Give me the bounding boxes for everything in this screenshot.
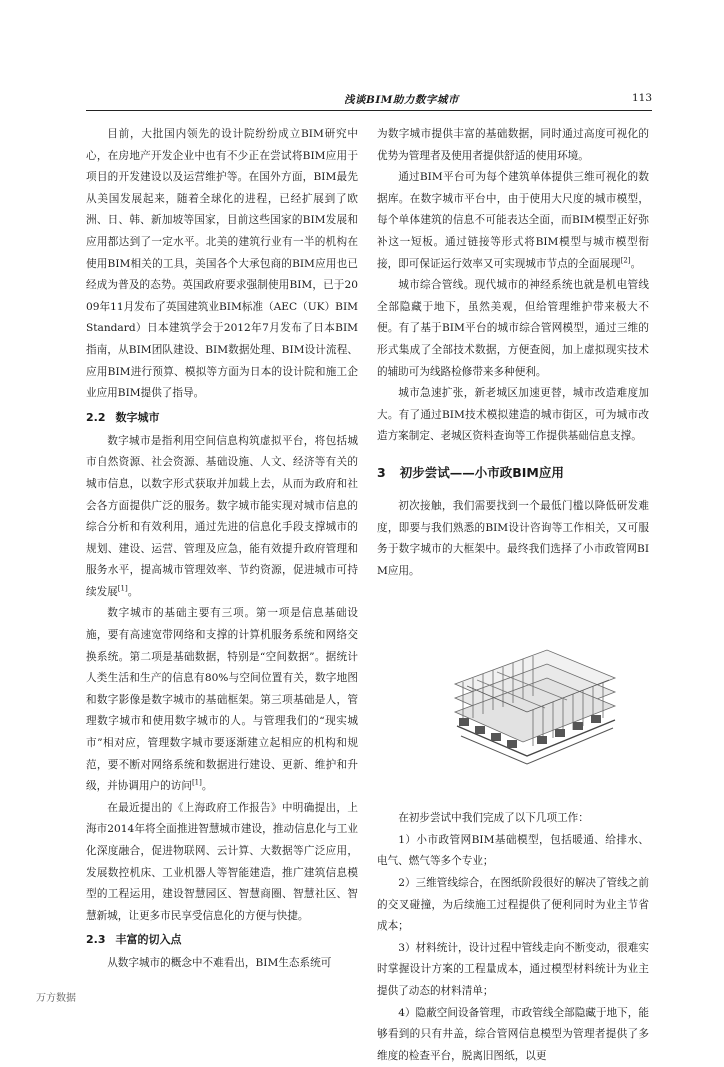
citation: [1] bbox=[191, 778, 202, 787]
paragraph-text: 通过BIM平台可为每个建筑单体提供三维可视化的数据库。在数字城市平台中，由于使用大尺度的城市模型，每个单体建筑的信息不可能表达全面，而BIM模型正好弥补这一短板。通过链接等形式将BIM模型与城市模型衔接，即可保证运行效率又可实现城市节点的全面展现 bbox=[377, 171, 649, 270]
paragraph: 在初步尝试中我们完成了以下几项工作： bbox=[398, 812, 589, 825]
paragraph-end: 。 bbox=[630, 257, 642, 270]
pipe-network-model-image bbox=[377, 586, 649, 806]
list-item: 1）小市政管网BIM基础模型，包括暖通、给排水、电气、燃气等多个专业； bbox=[377, 833, 649, 868]
paragraph: 初次接触，我们需要找到一个最低门槛以降低研发难度，即要与我们熟悉的BIM设计咨询等工作相关，又可服务于数字城市的大框架中。最终我们选择了小市政管网BIM应用。 bbox=[377, 499, 649, 577]
paragraph: 在最近提出的《上海政府工作报告》中明确提出，上海市2014年将全面推进智慧城市建设，推动信息化与工业化深度融合，促进物联网、云计算、大数据等广泛应用，发展数控机床、工业机器人等智能建造，推广建筑信息模型的工程运用，建设智慧园区、智慧商圈、智慧社区、智慧新城，让更多市民享受信息化的方便与快捷。 bbox=[86, 801, 358, 922]
paragraph bbox=[86, 603, 358, 797]
section-heading-3 bbox=[377, 462, 649, 484]
paragraph-text: 数字城市的基础主要有三项。第一项是信息基础设施，要有高速宽带网络和支撑的计算机服务系统和网络交换系统。第二项是基础数据，特别是“空间数据”。据统计人类生活和生产的信息有80%与空间位置有关，数字地图和数字影像是数字城市的基础框架。第三项基础是人，管理数字城市和使用数字城市的人。与管理我们的“现实城市”相对应，管理数字城市要逐渐建立起相应的机构和规范，要不断对网络系统和数据进行建设、更新、维护和升级，并协调用户的访问 bbox=[86, 607, 358, 793]
section-heading-2-2 bbox=[86, 407, 358, 429]
watermark-footer: 万方数据 bbox=[36, 993, 76, 1004]
paragraph-end: 。 bbox=[201, 780, 213, 793]
section-title: 丰富的切入点 bbox=[115, 933, 182, 947]
citation: [1] bbox=[117, 584, 128, 593]
bim-pipe-network-figure bbox=[377, 586, 649, 806]
header-rule bbox=[86, 110, 652, 111]
section-number: 2.2 bbox=[86, 410, 106, 424]
section-number: 3 bbox=[377, 464, 386, 480]
paragraph: 从数字城市的概念中不难看出，BIM生态系统可 bbox=[107, 957, 332, 970]
right-column bbox=[377, 124, 649, 1067]
section-title: 初步尝试——小市政BIM应用 bbox=[399, 464, 564, 480]
list-item: 4）隐蔽空间设备管理，市政管线全部隐藏于地下，能够看到的只有井盖，综合管网信息模型为管理者提供了多维度的检查平台，脱离旧图纸，以更 bbox=[377, 1006, 649, 1062]
paragraph bbox=[86, 431, 358, 604]
list-item: 2）三维管线综合，在图纸阶段很好的解决了管线之前的交叉碰撞，为后续施工过程提供了便利同时为业主节省成本； bbox=[377, 877, 649, 933]
citation: [2] bbox=[620, 256, 631, 265]
section-title: 数字城市 bbox=[115, 410, 160, 424]
left-column bbox=[86, 124, 358, 975]
list-item: 3）材料统计，设计过程中管线走向不断变动，很难实时掌握设计方案的工程量成本，通过模型材料统计为业主提供了动态的材料清单； bbox=[377, 941, 649, 998]
paragraph: 城市综合管线。现代城市的神经系统也就是机电管线全部隐藏于地下，虽然美观，但给管理维护带来极大不便。有了基于BIM平台的城市综合管网模型，通过三维的形式集成了全部技术数据，方便查阅，加上虚拟现实技术的辅助可为线路检修带来多种便利。 bbox=[377, 279, 649, 378]
running-header bbox=[86, 92, 652, 108]
running-title: 浅谈BIM助力数字城市 bbox=[344, 94, 459, 106]
section-heading-2-3 bbox=[86, 929, 358, 951]
paragraph: 城市急速扩张，新老城区加速更替，城市改造难度加大。有了通过BIM技术模拟建造的城市街区，可为城市改造方案制定、老城区资料查询等工作提供基础信息支撑。 bbox=[377, 387, 649, 443]
page-number: 113 bbox=[631, 92, 652, 104]
paragraph: 目前，大批国内领先的设计院纷纷成立BIM研究中心，在房地产开发企业中也有不少正在尝试将BIM应用于项目的开发建设以及运营维护等。在国外方面，BIM最先从美国发展起来，随着全球化的进程，已经扩展到了欧洲、日、韩、新加坡等国家，目前这些国家的BIM发展和应用都达到了一定水平。北美的建筑行业有一半的机构在使用BIM相关的工具，美国各个大承包商的BIM应用也已经成为普及的态势。英国政府要求强制使用BIM，已于2009年11月发布了英国建筑业BIM标准（AEC（UK）BIM Standard）日本建筑学会于2012年7月发布了日本BIM指南，从BIM团队建设、BIM数据处理、BIM设计流程、应用BIM进行预算、模拟等方面为日本的设计院和施工企业应用BIM提供了指导。 bbox=[86, 128, 358, 400]
paragraph-end: 。 bbox=[127, 585, 139, 598]
paragraph-text: 数字城市是指利用空间信息构筑虚拟平台，将包括城市自然资源、社会资源、基础设施、人文、经济等有关的城市信息，以数字形式获取并加载上去，从而为政府和社会各方面提供广泛的服务。数字城市能实现对城市信息的综合分析和有效利用，通过先进的信息化手段支撑城市的规划、建设、运营、管理及应急，能有效提升政府管理和服务水平，提高城市管理效率、节约资源，促进城市可持续发展 bbox=[86, 434, 358, 598]
paragraph: 为数字城市提供丰富的基础数据，同时通过高度可视化的优势为管理者及使用者提供舒适的使用环境。 bbox=[377, 128, 649, 162]
section-number: 2.3 bbox=[86, 933, 106, 947]
paragraph bbox=[377, 167, 649, 275]
